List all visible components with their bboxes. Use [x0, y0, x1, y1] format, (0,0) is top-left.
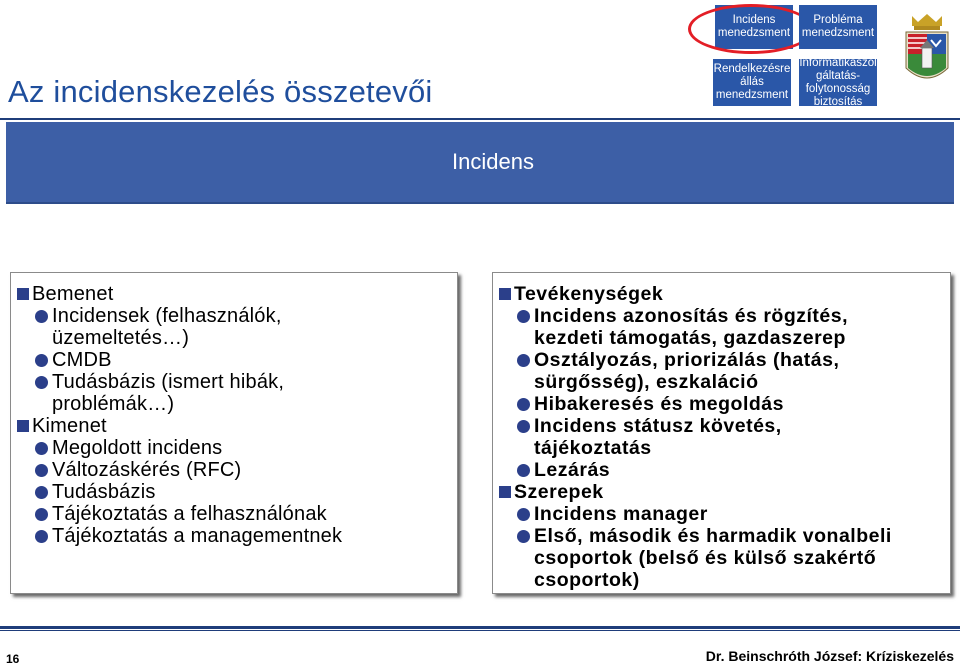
- crest-logo-icon: [900, 10, 954, 98]
- list-item: [517, 305, 950, 349]
- item-text: Szerepek: [514, 481, 604, 503]
- item-text: Incidens manager: [534, 503, 708, 525]
- bottom-divider: [0, 626, 960, 629]
- round-bullet-icon: [517, 464, 530, 477]
- list-item: [35, 371, 457, 415]
- page-title: Az incidenskezelés összetevői: [8, 74, 433, 109]
- highlight-ring: [688, 4, 814, 54]
- item-text: Incidensek (felhasználók, üzemeltetés…): [52, 305, 282, 349]
- round-bullet-icon: [35, 486, 48, 499]
- item-text: Tudásbázis (ismert hibák, problémák…): [52, 371, 285, 415]
- item-text: Megoldott incidens: [52, 437, 223, 459]
- square-bullet-icon: [17, 288, 29, 300]
- nav-label: Incidens menedzsment: [717, 14, 791, 39]
- list-item: [35, 437, 457, 459]
- list-item: [35, 525, 457, 547]
- item-text: Első, második és harmadik vonalbeli csoportok (belső és külső szakértő csoportok): [534, 525, 892, 591]
- bottom-divider-thin: [0, 630, 960, 631]
- page-number: 16: [6, 652, 20, 666]
- square-bullet-icon: [499, 486, 511, 498]
- list-item: [35, 305, 457, 349]
- nav-label: Probléma menedzsment: [801, 14, 875, 39]
- list-item: [35, 459, 457, 481]
- item-text: Lezárás: [534, 459, 611, 481]
- nav-rendelkezesre-allas[interactable]: [713, 59, 791, 106]
- inputs-outputs-panel: [10, 272, 458, 594]
- list-item: [517, 415, 950, 459]
- item-text: Incidens azonosítás és rögzítés, kezdeti támogatás, gazdaszerep: [534, 305, 849, 349]
- list-item: [35, 481, 457, 503]
- item-text: Osztályozás, priorizálás (hatás, sürgősség), eszkaláció: [534, 349, 840, 393]
- item-text: CMDB: [52, 349, 112, 371]
- item-text: Kimenet: [32, 415, 107, 437]
- nav-informatika-folytonossag[interactable]: [799, 56, 877, 108]
- list-item: [517, 349, 950, 393]
- nav-label: Rendelkezésre állás menedzsment: [713, 63, 791, 101]
- list-item: [517, 459, 950, 481]
- list-item: [517, 503, 950, 525]
- nav-problema-menedzsment[interactable]: [799, 5, 877, 49]
- square-bullet-icon: [17, 420, 29, 432]
- section-heading: [499, 283, 950, 305]
- round-bullet-icon: [35, 354, 48, 367]
- activities-roles-panel: [492, 272, 951, 594]
- item-text: Hibakeresés és megoldás: [534, 393, 784, 415]
- item-text: Tevékenységek: [514, 283, 664, 305]
- round-bullet-icon: [517, 420, 530, 433]
- round-bullet-icon: [517, 398, 530, 411]
- list-item: [517, 393, 950, 415]
- round-bullet-icon: [517, 310, 530, 323]
- top-divider: [0, 118, 960, 120]
- item-text: Tudásbázis: [52, 481, 156, 503]
- round-bullet-icon: [35, 310, 48, 323]
- round-bullet-icon: [517, 508, 530, 521]
- item-text: Tájékoztatás a felhasználónak: [52, 503, 327, 525]
- round-bullet-icon: [35, 530, 48, 543]
- round-bullet-icon: [35, 442, 48, 455]
- item-text: Tájékoztatás a managementnek: [52, 525, 343, 547]
- square-bullet-icon: [499, 288, 511, 300]
- banner-label: Incidens: [452, 149, 534, 174]
- nav-label: Informatikaszol gáltatás- folytonosság biztosítás: [799, 56, 877, 108]
- round-bullet-icon: [35, 464, 48, 477]
- item-text: Incidens státusz követés, tájékoztatás: [534, 415, 782, 459]
- section-heading: [17, 283, 457, 305]
- list-item: [35, 503, 457, 525]
- round-bullet-icon: [517, 530, 530, 543]
- section-heading: [17, 415, 457, 437]
- section-heading: [499, 481, 950, 503]
- item-text: Változáskérés (RFC): [52, 459, 242, 481]
- item-text: Bemenet: [32, 283, 114, 305]
- round-bullet-icon: [517, 354, 530, 367]
- footer-author: Dr. Beinschróth József: Kríziskezelés: [705, 648, 954, 664]
- incidens-banner: [6, 122, 954, 204]
- list-item: [517, 525, 950, 591]
- round-bullet-icon: [35, 376, 48, 389]
- list-item: [35, 349, 457, 371]
- round-bullet-icon: [35, 508, 48, 521]
